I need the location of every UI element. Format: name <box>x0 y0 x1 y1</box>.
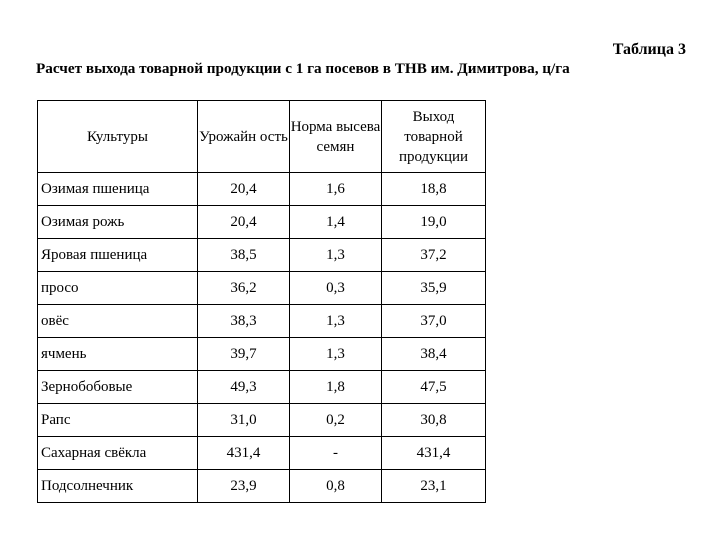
yield-cell: 38,5 <box>198 239 290 272</box>
crop-output-table <box>37 100 486 503</box>
crop-cell: овёс <box>38 305 198 338</box>
yield-cell: 431,4 <box>198 437 290 470</box>
table-row <box>38 470 486 503</box>
table-row <box>38 206 486 239</box>
header-seed-rate: Норма высева семян <box>290 101 382 173</box>
yield-cell: 49,3 <box>198 371 290 404</box>
table-row <box>38 437 486 470</box>
yield-cell: 31,0 <box>198 404 290 437</box>
table-row <box>38 371 486 404</box>
header-crops: Культуры <box>38 101 198 173</box>
seed-rate-cell: 1,4 <box>290 206 382 239</box>
seed-rate-cell: 0,3 <box>290 272 382 305</box>
crop-cell: Зернобобовые <box>38 371 198 404</box>
output-cell: 35,9 <box>382 272 486 305</box>
seed-rate-cell: 0,8 <box>290 470 382 503</box>
table-row <box>38 338 486 371</box>
header-row <box>38 101 486 173</box>
crop-cell: Озимая пшеница <box>38 173 198 206</box>
header-yield: Урожайн ость <box>198 101 290 173</box>
output-cell: 431,4 <box>382 437 486 470</box>
yield-cell: 20,4 <box>198 173 290 206</box>
seed-rate-cell: 1,3 <box>290 305 382 338</box>
yield-cell: 36,2 <box>198 272 290 305</box>
table-number: Таблица 3 <box>612 41 686 58</box>
output-cell: 30,8 <box>382 404 486 437</box>
table-row <box>38 173 486 206</box>
table-row <box>38 272 486 305</box>
crop-cell: Яровая пшеница <box>38 239 198 272</box>
seed-rate-cell: 1,6 <box>290 173 382 206</box>
output-cell: 23,1 <box>382 470 486 503</box>
crop-cell: Озимая рожь <box>38 206 198 239</box>
header-output: Выход товарной продукции <box>382 101 486 173</box>
output-cell: 18,8 <box>382 173 486 206</box>
seed-rate-cell: 1,8 <box>290 371 382 404</box>
output-cell: 19,0 <box>382 206 486 239</box>
output-cell: 37,2 <box>382 239 486 272</box>
seed-rate-cell: 1,3 <box>290 338 382 371</box>
table-title: Расчет выхода товарной продукции с 1 га посевов в ТНВ им. Димитрова, ц/га <box>36 60 570 77</box>
table-row <box>38 404 486 437</box>
crop-cell: ячмень <box>38 338 198 371</box>
table-row <box>38 239 486 272</box>
crop-cell: Подсолнечник <box>38 470 198 503</box>
output-cell: 47,5 <box>382 371 486 404</box>
table-row <box>38 305 486 338</box>
crop-cell: Сахарная свёкла <box>38 437 198 470</box>
yield-cell: 39,7 <box>198 338 290 371</box>
seed-rate-cell: - <box>290 437 382 470</box>
seed-rate-cell: 1,3 <box>290 239 382 272</box>
yield-cell: 38,3 <box>198 305 290 338</box>
crop-cell: Рапс <box>38 404 198 437</box>
crop-cell: просо <box>38 272 198 305</box>
output-cell: 38,4 <box>382 338 486 371</box>
yield-cell: 23,9 <box>198 470 290 503</box>
output-cell: 37,0 <box>382 305 486 338</box>
seed-rate-cell: 0,2 <box>290 404 382 437</box>
yield-cell: 20,4 <box>198 206 290 239</box>
